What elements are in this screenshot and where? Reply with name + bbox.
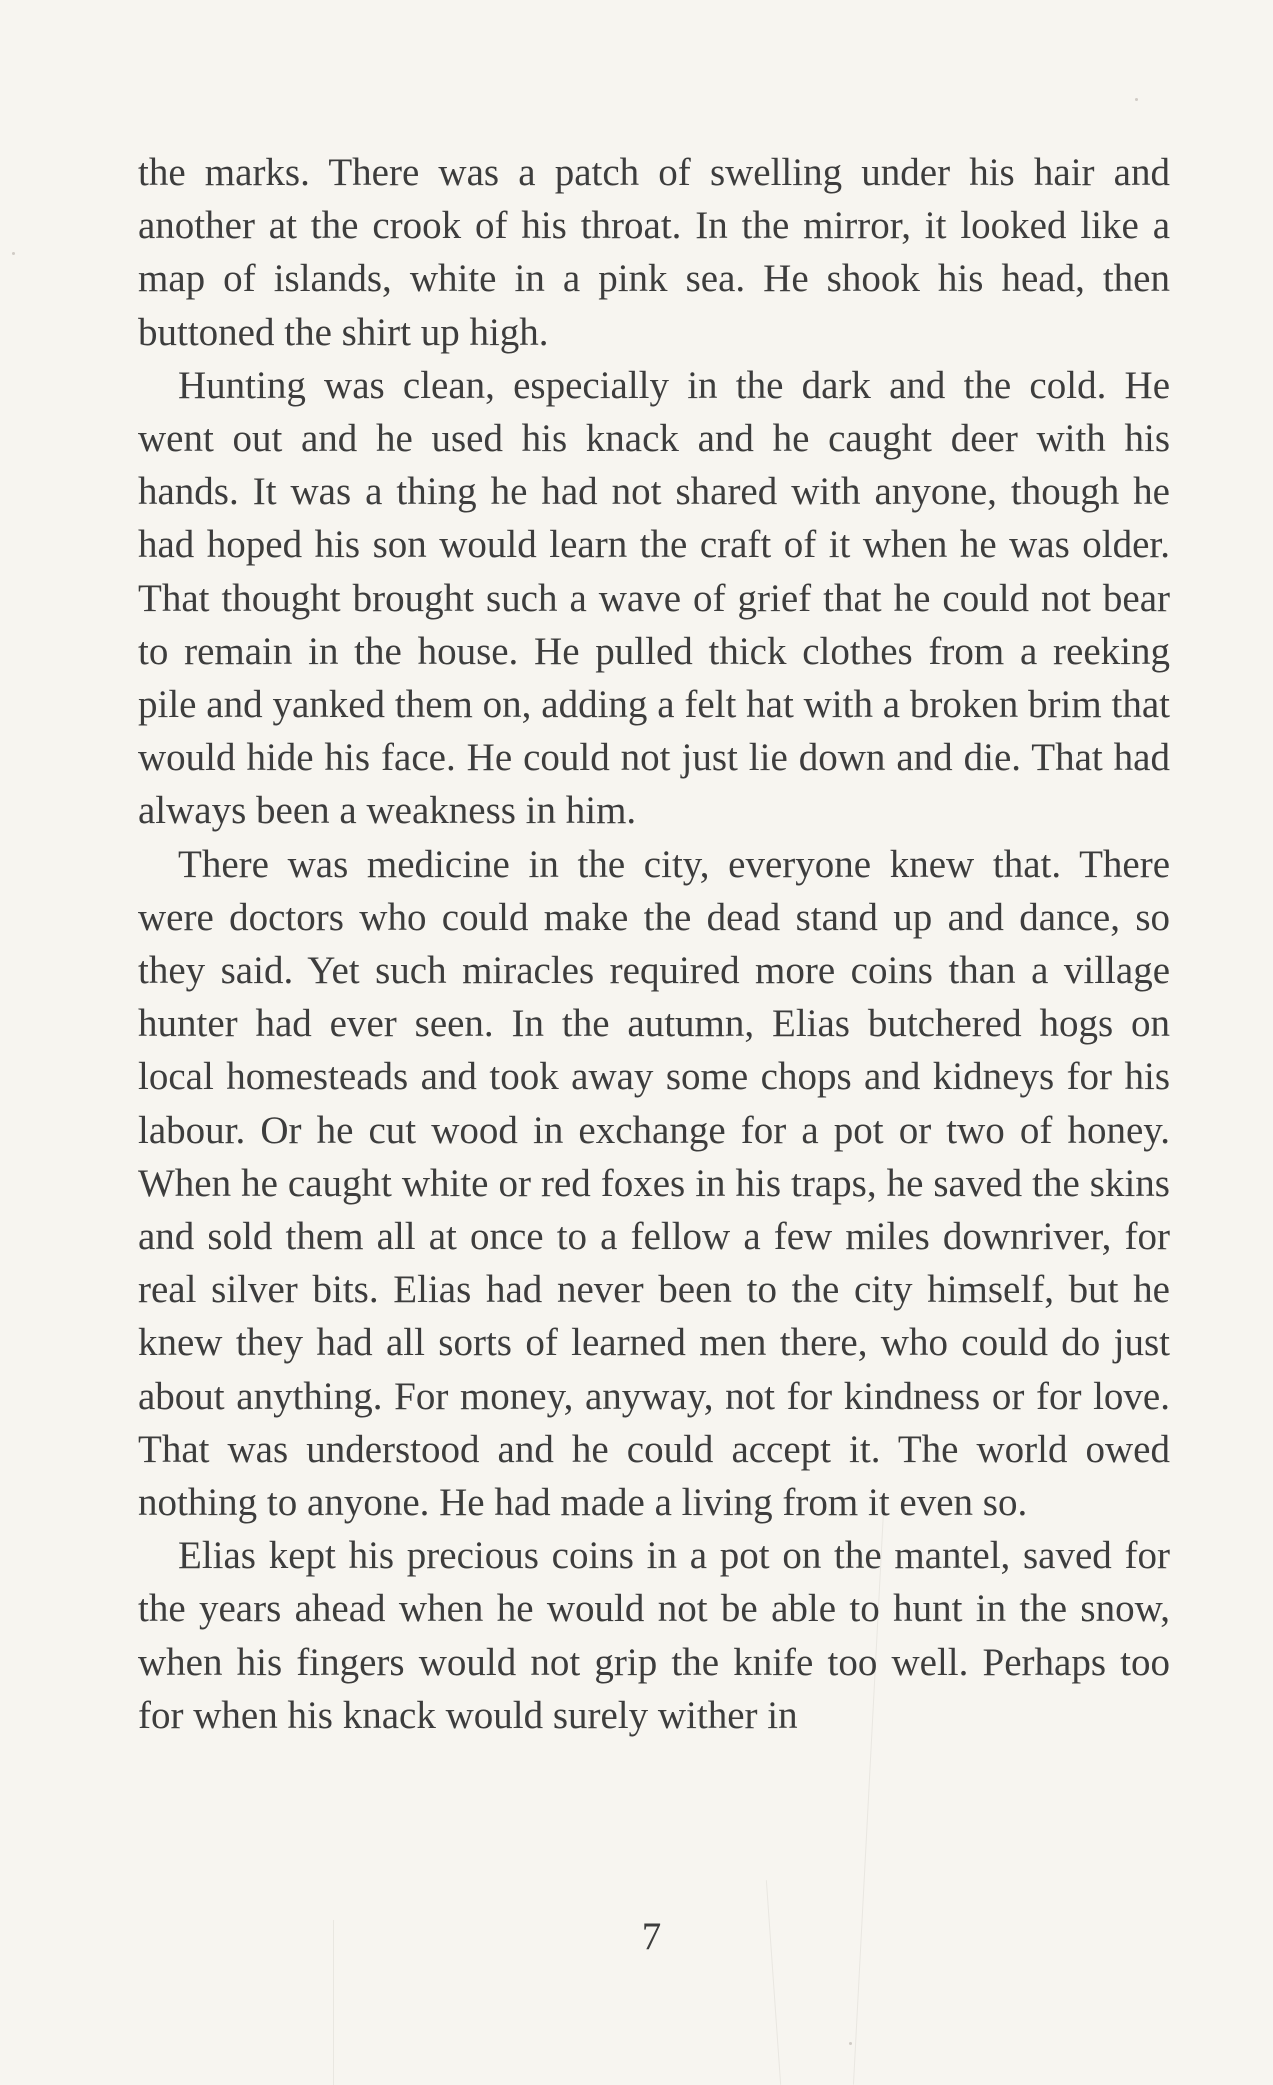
paragraph-continued: the marks. There was a patch of swelling under his hair and another at the crook of his throat. In the mirror, it looked like a map of islands, white in a pink sea. He shook his head, then buttoned the shirt up high. (138, 151, 1170, 354)
paper-speck (1135, 98, 1138, 101)
paragraph: There was medicine in the city, everyone knew that. There were doctors who could make the dead stand up and dance, so they said. Yet such miracles required more coins than a village hunter had ever seen. In the autumn, Elias butchered hogs on local homesteads and took away some chops and kidneys for his labour. Or he cut wood in exchange for a pot or two of honey. When he caught white or red foxes in his traps, he saved the skins and sold them all at once to a fellow a few miles downriver, for real silver bits. Elias had never been to the city himself, but he knew they had all sorts of learned men there, who could do just about anything. For money, anyway, not for kindness or for love. That was understood and he could accept it. The world owed nothing to anyone. He had made a living from it even so. (138, 842, 1170, 1525)
body-text (138, 146, 1170, 1742)
paper-speck (849, 2042, 852, 2045)
paper-speck (12, 252, 15, 255)
page-crease (766, 1880, 781, 2085)
page-number: 7 (641, 1915, 662, 1958)
paragraph: Elias kept his precious coins in a pot on the mantel, saved for the years ahead when he would not be able to hunt in the snow, when his fingers would not grip the knife too well. Perhaps too for when his knack would surely wither in (138, 1534, 1170, 1737)
paragraph: Hunting was clean, especially in the dark and the cold. He went out and he used his knack and he caught deer with his hands. It was a thing he had not shared with anyone, though he had hoped his son would learn the craft of it when he was older. That thought brought such a wave of grief that he could not bear to remain in the house. He pulled thick clothes from a reeking pile and yanked them on, adding a felt hat with a broken brim that would hide his face. He could not just lie down and die. That had always been a weakness in him. (138, 363, 1170, 833)
